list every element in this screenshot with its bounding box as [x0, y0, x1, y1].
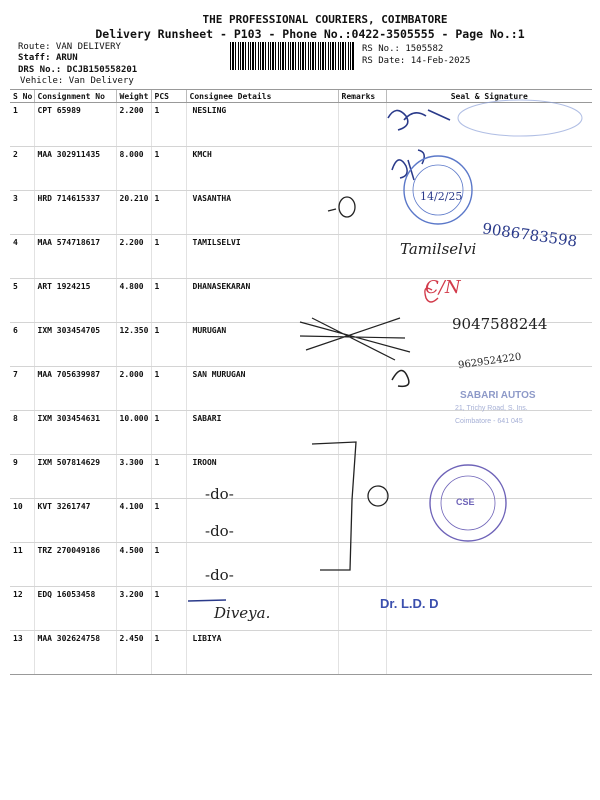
cell-sno: 3: [10, 191, 34, 235]
cell-consignment: HRD 714615337: [34, 191, 116, 235]
cell-consignment: IXM 303454705: [34, 323, 116, 367]
cell-consignment: MAA 705639987: [34, 367, 116, 411]
col-seal-signature: Seal & Signature: [386, 90, 592, 103]
cell-sno: 11: [10, 543, 34, 587]
drs-barcode: [230, 42, 355, 70]
cell-sno: 9: [10, 455, 34, 499]
cell-seal-signature: [386, 235, 592, 279]
table-row: [10, 367, 592, 411]
staff-info: Staff: ARUN: [18, 53, 78, 63]
cell-sno: 2: [10, 147, 34, 191]
cell-remarks: [338, 191, 386, 235]
cell-weight: 12.350: [116, 323, 151, 367]
cell-sno: 1: [10, 103, 34, 147]
cell-remarks: [338, 411, 386, 455]
route-info: Route: VAN DELIVERY: [18, 42, 121, 52]
cell-consignment: ART 1924215: [34, 279, 116, 323]
row5-mark: C/N: [425, 277, 461, 298]
cell-consignee: MURUGAN: [186, 323, 338, 367]
cell-weight: 20.210: [116, 191, 151, 235]
cell-remarks: [338, 323, 386, 367]
cell-remarks: [338, 279, 386, 323]
row4-phone: 9086783598: [481, 219, 579, 251]
cell-weight: 8.000: [116, 147, 151, 191]
cell-weight: 4.500: [116, 543, 151, 587]
row10-ditto: -do-: [205, 485, 234, 503]
cell-seal-signature: [386, 499, 592, 543]
cell-pcs: 1: [151, 147, 186, 191]
rs-date: RS Date: 14-Feb-2025: [362, 56, 471, 66]
cell-consignee: [186, 499, 338, 543]
table-row: [10, 191, 592, 235]
cell-consignee: NESLING: [186, 103, 338, 147]
cell-weight: 10.000: [116, 411, 151, 455]
cell-remarks: [338, 367, 386, 411]
cell-seal-signature: [386, 279, 592, 323]
cell-weight: 2.200: [116, 235, 151, 279]
cell-seal-signature: [386, 147, 592, 191]
cell-seal-signature: [386, 455, 592, 499]
cell-pcs: 1: [151, 279, 186, 323]
doctor-stamp: Dr. L.D. D: [380, 596, 439, 611]
company-name: THE PROFESSIONAL COURIERS, COIMBATORE: [202, 13, 448, 26]
cell-seal-signature: [386, 323, 592, 367]
cell-pcs: 1: [151, 499, 186, 543]
cell-pcs: 1: [151, 367, 186, 411]
cell-sno: 4: [10, 235, 34, 279]
cse-stamp-center: CSE: [456, 497, 475, 507]
cell-remarks: [338, 235, 386, 279]
cell-seal-signature: [386, 543, 592, 587]
cell-consignment: IXM 303454631: [34, 411, 116, 455]
col-sno: S No: [10, 90, 34, 103]
col-consignee: Consignee Details: [186, 90, 338, 103]
cell-consignee: TAMILSELVI: [186, 235, 338, 279]
row6-phone: 9047588244: [452, 315, 548, 333]
cell-seal-signature: [386, 631, 592, 675]
cell-pcs: 1: [151, 631, 186, 675]
cell-pcs: 1: [151, 323, 186, 367]
cell-remarks: [338, 499, 386, 543]
cell-pcs: 1: [151, 191, 186, 235]
vehicle-info: Vehicle: Van Delivery: [20, 76, 134, 86]
table-row: [10, 147, 592, 191]
row12-ditto: -do-: [205, 566, 234, 584]
cell-consignee: LIBIYA: [186, 631, 338, 675]
cell-remarks: [338, 543, 386, 587]
col-remarks: Remarks: [338, 90, 386, 103]
cell-consignment: TRZ 270049186: [34, 543, 116, 587]
table-row: [10, 323, 592, 367]
row13-signature: Diveya.: [214, 604, 271, 622]
cell-seal-signature: [386, 367, 592, 411]
cell-sno: 8: [10, 411, 34, 455]
table-row: [10, 455, 592, 499]
col-weight: Weight: [116, 90, 151, 103]
cell-pcs: 1: [151, 235, 186, 279]
cell-consignee: DHANASEKARAN: [186, 279, 338, 323]
cell-consignee: SAN MURUGAN: [186, 367, 338, 411]
cell-pcs: 1: [151, 411, 186, 455]
cell-weight: 3.300: [116, 455, 151, 499]
table-row: [10, 499, 592, 543]
cell-remarks: [338, 455, 386, 499]
cell-seal-signature: [386, 103, 592, 147]
table-row: [10, 631, 592, 675]
row4-signature: Tamilselvi: [400, 240, 477, 258]
drs-info: DRS No.: DCJB150558201: [18, 65, 138, 75]
table-row: [10, 103, 592, 147]
runsheet-table: [10, 89, 592, 675]
cell-pcs: 1: [151, 543, 186, 587]
cell-consignee: [186, 587, 338, 631]
runsheet-subtitle: Delivery Runsheet - P103 - Phone No.:0422-3505555 - Page No.:1: [95, 27, 525, 41]
table-header-row: [10, 90, 592, 103]
cell-seal-signature: [386, 191, 592, 235]
cell-consignee: IROON: [186, 455, 338, 499]
row11-ditto: -do-: [205, 522, 234, 540]
cell-sno: 12: [10, 587, 34, 631]
cell-consignee: VASANTHA: [186, 191, 338, 235]
cell-consignment: CPT 65989: [34, 103, 116, 147]
cell-sno: 10: [10, 499, 34, 543]
cell-weight: 2.000: [116, 367, 151, 411]
row3-date: 14/2/25: [420, 190, 463, 203]
cell-consignment: MAA 574718617: [34, 235, 116, 279]
cell-pcs: 1: [151, 587, 186, 631]
cell-consignment: MAA 302624758: [34, 631, 116, 675]
cell-sno: 7: [10, 367, 34, 411]
table-row: [10, 235, 592, 279]
cell-weight: 2.200: [116, 103, 151, 147]
cell-consignee: KMCH: [186, 147, 338, 191]
sabari-stamp-line3: Coimbatore - 641 045: [455, 418, 523, 425]
sabari-stamp-line2: 21, Trichy Road, S. Ins.: [455, 405, 528, 412]
cell-consignee: SABARI: [186, 411, 338, 455]
cell-remarks: [338, 587, 386, 631]
cell-pcs: 1: [151, 455, 186, 499]
table-row: [10, 587, 592, 631]
col-pcs: PCS: [151, 90, 186, 103]
row7-phone: 9629524220: [457, 351, 523, 372]
table-row: [10, 279, 592, 323]
cell-sno: 6: [10, 323, 34, 367]
cell-sno: 13: [10, 631, 34, 675]
cell-consignee: [186, 543, 338, 587]
rs-number: RS No.: 1505582: [362, 44, 444, 54]
cell-consignment: EDQ 16053458: [34, 587, 116, 631]
cell-consignment: MAA 302911435: [34, 147, 116, 191]
cell-remarks: [338, 147, 386, 191]
cell-remarks: [338, 631, 386, 675]
sabari-stamp-line1: SABARI AUTOS: [460, 390, 536, 401]
cell-weight: 4.100: [116, 499, 151, 543]
cell-weight: 3.200: [116, 587, 151, 631]
cell-weight: 4.800: [116, 279, 151, 323]
drs-number: DCJB150558201: [66, 65, 138, 75]
cell-pcs: 1: [151, 103, 186, 147]
table-row: [10, 543, 592, 587]
cell-sno: 5: [10, 279, 34, 323]
col-consignment: Consignment No: [34, 90, 116, 103]
cell-weight: 2.450: [116, 631, 151, 675]
staff-name: ARUN: [55, 53, 78, 63]
cell-remarks: [338, 103, 386, 147]
cell-consignment: KVT 3261747: [34, 499, 116, 543]
cell-consignment: IXM 507814629: [34, 455, 116, 499]
